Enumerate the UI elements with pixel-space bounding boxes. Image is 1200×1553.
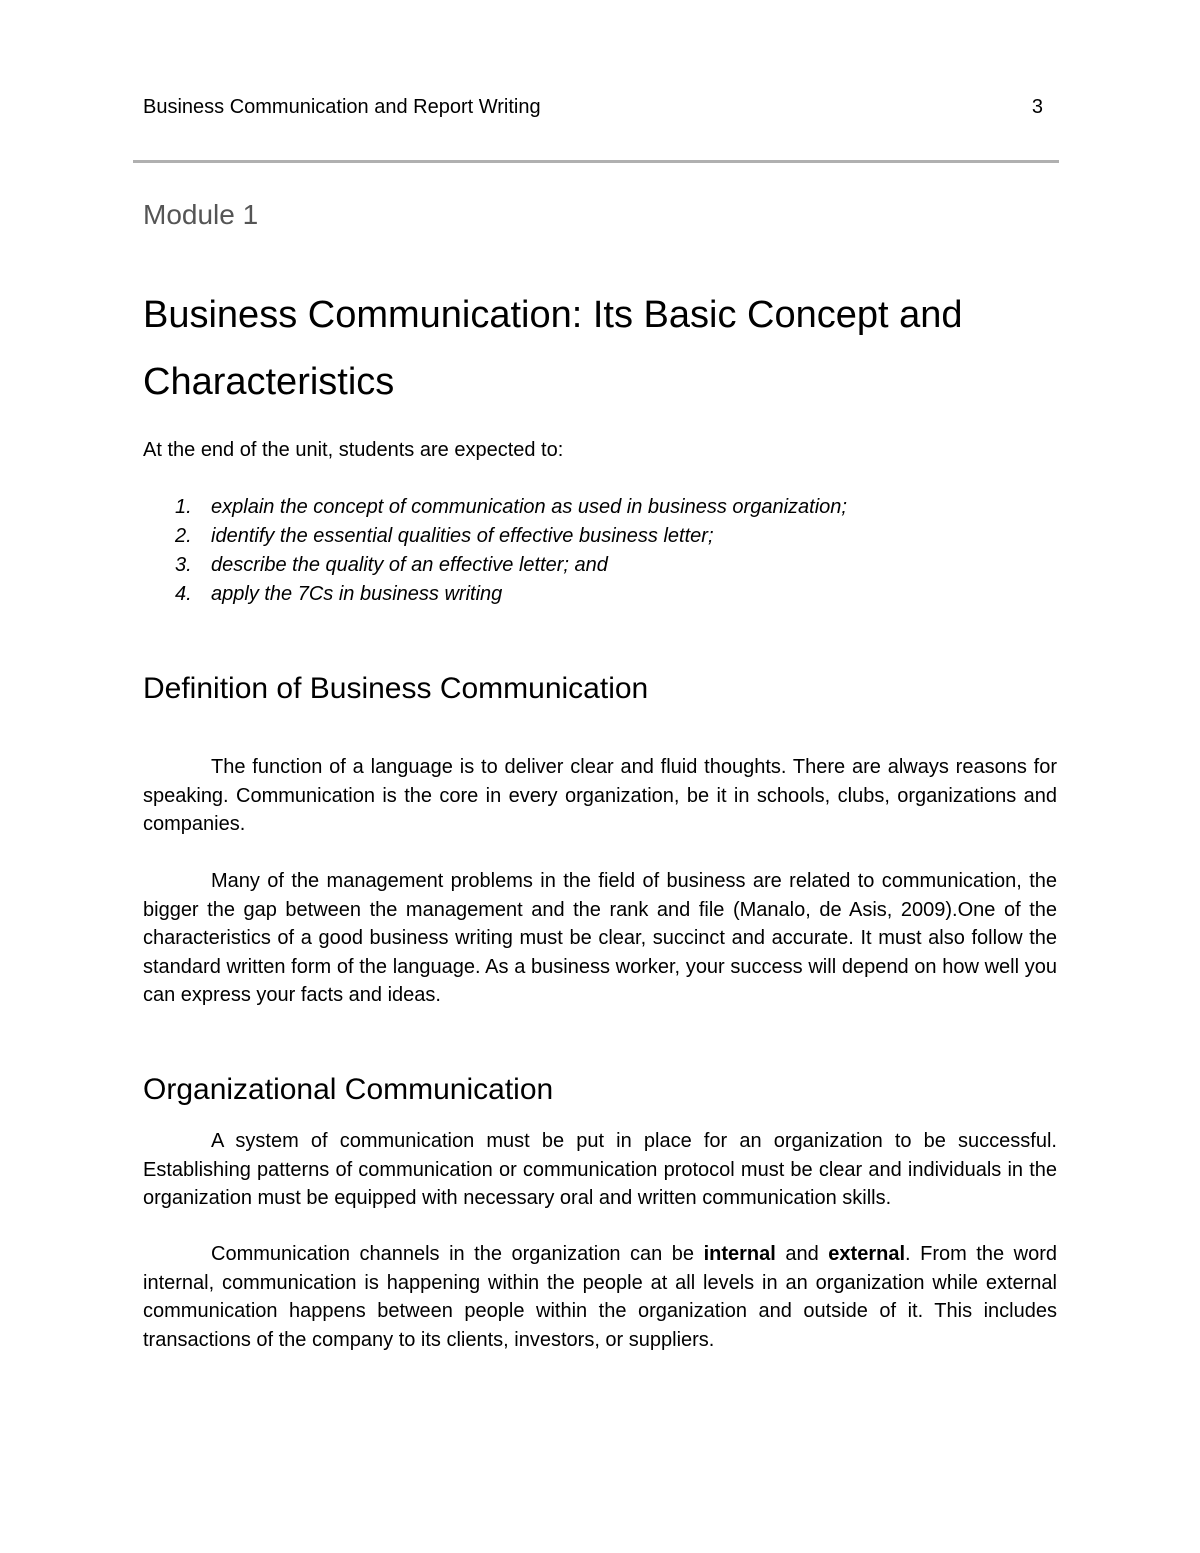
objective-item xyxy=(143,522,847,551)
page-title: Business Communication: Its Basic Concept and Characteristics xyxy=(143,294,963,403)
objective-number: 2. xyxy=(175,525,192,547)
objective-text: identify the essential qualities of effective business letter; xyxy=(211,525,714,547)
objective-text: apply the 7Cs in business writing xyxy=(211,583,503,605)
objective-item xyxy=(143,551,847,580)
objective-text: describe the quality of an effective letter; and xyxy=(211,554,608,576)
section-heading-definition: Definition of Business Communication xyxy=(143,672,649,705)
organizational-paragraph-1: A system of communication must be put in place for an organization to be successful. Establishing patterns of communication or communication protocol must be clear and individuals in the organization must be equipped with necessary oral and written communication skills. xyxy=(143,1130,1057,1209)
term-external: external xyxy=(828,1243,906,1265)
page-number: 3 xyxy=(1031,96,1043,118)
module-label: Module 1 xyxy=(143,199,259,230)
organizational-paragraph-2 xyxy=(143,1240,1057,1354)
objective-number: 1. xyxy=(175,496,192,518)
paragraph-text: . From the word internal, communication is happening within the people at all levels in an organization while external communication happens between people within the organization and outside of it. This includes transactions of the company to its clients, investors, or suppliers. xyxy=(143,1243,1057,1351)
objective-number: 4. xyxy=(175,583,192,605)
objective-number: 3. xyxy=(175,554,192,576)
section-heading-organizational: Organizational Communication xyxy=(143,1073,554,1106)
definition-paragraph-1: The function of a language is to deliver clear and fluid thoughts. There are always reasons for speaking. Communication is the core in every organization, be it in schools, clubs, organizations and companies. xyxy=(143,756,1057,835)
running-title: Business Communication and Report Writing xyxy=(143,96,541,118)
term-internal: internal xyxy=(703,1243,776,1265)
header-divider xyxy=(133,160,1059,163)
objectives-intro: At the end of the unit, students are expected to: xyxy=(143,439,564,461)
paragraph-text: and xyxy=(775,1243,829,1265)
objective-text: explain the concept of communication as used in business organization; xyxy=(211,496,847,518)
definition-paragraph-2: Many of the management problems in the field of business are related to communication, the bigger the gap between the management and the rank and file (Manalo, de Asis, 2009).One of the characteristics of a good business writing must be clear, succinct and accurate. It must also follow the standard written form of the language. As a business worker, your success will depend on how well you can express your facts and ideas. xyxy=(143,870,1057,1006)
objective-item xyxy=(143,493,847,522)
objectives-list xyxy=(143,493,847,609)
paragraph-text: Communication channels in the organization can be xyxy=(211,1243,704,1265)
objective-item xyxy=(143,580,847,609)
